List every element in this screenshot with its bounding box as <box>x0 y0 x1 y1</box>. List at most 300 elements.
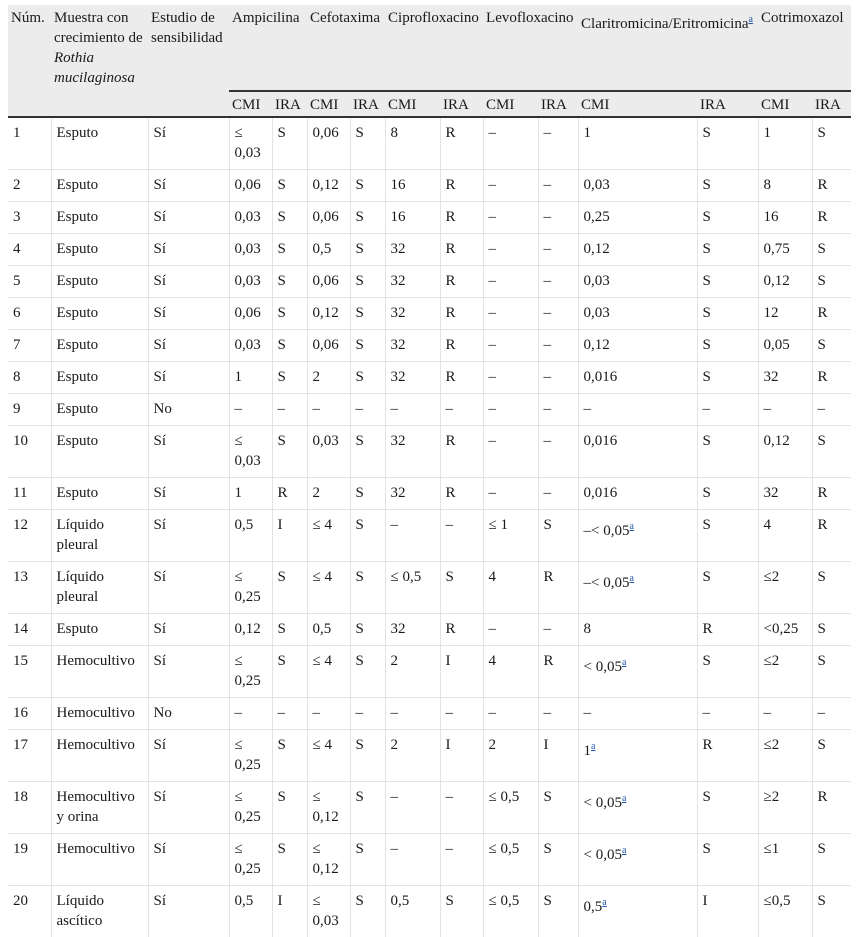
cell-cla-cmi <box>578 298 697 330</box>
cell-cef-cmi: – <box>307 698 350 730</box>
cell-amp-ira: S <box>272 646 307 698</box>
cell-cip-ira: – <box>440 834 483 886</box>
header-cefotaxima: Cefotaxima <box>307 5 385 91</box>
cell-cef-ira: S <box>350 266 385 298</box>
cell-num: 12 <box>8 510 51 562</box>
footnote-link[interactable]: a <box>748 14 752 25</box>
cell-lev-ira: – <box>538 117 578 170</box>
cell-lev-cmi: 4 <box>483 562 538 614</box>
cell-amp-ira: S <box>272 362 307 394</box>
cell-cef-ira: – <box>350 394 385 426</box>
cell-estudio: Sí <box>148 478 229 510</box>
table-row <box>8 117 851 170</box>
cell-cot-ira: R <box>812 170 851 202</box>
cell-amp-ira: S <box>272 834 307 886</box>
cell-cip-ira: – <box>440 782 483 834</box>
cell-cip-cmi: 0,5 <box>385 886 440 937</box>
footnote-link[interactable]: a <box>622 657 626 668</box>
cell-amp-cmi: ≤ 0,25 <box>229 834 272 886</box>
cell-muestra: Líquido pleural <box>51 510 148 562</box>
footnote-link[interactable]: a <box>630 521 634 532</box>
cell-cef-ira: S <box>350 782 385 834</box>
cell-amp-ira: S <box>272 298 307 330</box>
cell-cla-ira: S <box>697 478 758 510</box>
cell-muestra: Hemocultivo <box>51 730 148 782</box>
cell-cla-cmi <box>578 698 697 730</box>
cell-cla-ira: S <box>697 234 758 266</box>
table-row <box>8 478 851 510</box>
cell-cef-ira: S <box>350 426 385 478</box>
cell-estudio: Sí <box>148 730 229 782</box>
table-body <box>8 117 851 937</box>
subheader-ira: IRA <box>272 91 307 117</box>
cell-muestra: Esputo <box>51 478 148 510</box>
table-row <box>8 394 851 426</box>
cell-cot-ira: S <box>812 562 851 614</box>
cell-cot-cmi: ≤2 <box>758 730 812 782</box>
cell-cip-ira: – <box>440 510 483 562</box>
cell-cip-ira: R <box>440 117 483 170</box>
cell-amp-ira: S <box>272 202 307 234</box>
cell-cla-cmi <box>578 782 697 834</box>
cell-cip-cmi: 32 <box>385 426 440 478</box>
cell-cef-cmi: 0,06 <box>307 330 350 362</box>
cell-cef-cmi: 0,12 <box>307 298 350 330</box>
cell-cot-ira: R <box>812 298 851 330</box>
footnote-link[interactable]: a <box>602 897 606 908</box>
cell-cot-cmi: ≤2 <box>758 562 812 614</box>
cell-cla-ira: S <box>697 562 758 614</box>
cell-lev-ira: R <box>538 562 578 614</box>
cell-lev-ira: – <box>538 426 578 478</box>
cell-lev-cmi: – <box>483 362 538 394</box>
cell-cot-cmi: 1 <box>758 117 812 170</box>
header-muestra-line2: crecimiento de <box>54 30 143 46</box>
cell-cef-cmi: 0,12 <box>307 170 350 202</box>
cell-lev-ira: – <box>538 362 578 394</box>
cell-cla-value: 0,5 <box>584 899 603 915</box>
table-row <box>8 330 851 362</box>
cell-cot-cmi: ≤0,5 <box>758 886 812 937</box>
cell-num: 14 <box>8 614 51 646</box>
footnote-link[interactable]: a <box>630 573 634 584</box>
cell-lev-ira: S <box>538 510 578 562</box>
cell-num: 3 <box>8 202 51 234</box>
cell-cot-ira: – <box>812 698 851 730</box>
cell-cot-ira: R <box>812 202 851 234</box>
cell-muestra: Hemocultivo <box>51 834 148 886</box>
cell-muestra: Esputo <box>51 202 148 234</box>
cell-cef-cmi: 2 <box>307 362 350 394</box>
cell-cla-cmi <box>578 394 697 426</box>
cell-cot-cmi: 0,12 <box>758 426 812 478</box>
table-header <box>8 5 851 117</box>
cell-amp-ira: R <box>272 478 307 510</box>
cell-lev-cmi: ≤ 0,5 <box>483 834 538 886</box>
cell-cla-ira: S <box>697 362 758 394</box>
subheader-cmi: CMI <box>578 91 697 117</box>
cell-lev-ira: – <box>538 298 578 330</box>
cell-estudio: Sí <box>148 562 229 614</box>
cell-cip-ira: R <box>440 170 483 202</box>
cell-muestra: Esputo <box>51 426 148 478</box>
cell-cot-ira: S <box>812 614 851 646</box>
cell-cip-cmi: 32 <box>385 478 440 510</box>
cell-cef-ira: S <box>350 117 385 170</box>
cell-cla-cmi <box>578 834 697 886</box>
cell-lev-ira: – <box>538 170 578 202</box>
cell-lev-ira: R <box>538 646 578 698</box>
table-row <box>8 646 851 698</box>
cell-cot-ira: S <box>812 330 851 362</box>
cell-cip-ira: I <box>440 646 483 698</box>
cell-amp-ira: S <box>272 614 307 646</box>
subheader-cmi: CMI <box>229 91 272 117</box>
cell-cla-ira: S <box>697 117 758 170</box>
cell-cef-cmi: ≤ 0,03 <box>307 886 350 937</box>
cell-cla-value: 0,03 <box>584 177 610 193</box>
cell-cot-cmi: ≤2 <box>758 646 812 698</box>
table-row <box>8 362 851 394</box>
cell-cef-ira: S <box>350 330 385 362</box>
subheader-cmi: CMI <box>758 91 812 117</box>
cell-muestra: Esputo <box>51 117 148 170</box>
cell-estudio: Sí <box>148 298 229 330</box>
cell-lev-ira: I <box>538 730 578 782</box>
cell-lev-cmi: – <box>483 426 538 478</box>
cell-amp-cmi: 1 <box>229 362 272 394</box>
cell-cla-value: 0,016 <box>584 485 618 501</box>
cell-cla-cmi <box>578 614 697 646</box>
footnote-link[interactable]: a <box>622 793 626 804</box>
subheader-ira: IRA <box>697 91 758 117</box>
cell-cla-ira: S <box>697 298 758 330</box>
header-ciprofloxacino: Ciprofloxacino <box>385 5 483 91</box>
cell-lev-ira: S <box>538 782 578 834</box>
cell-cef-ira: S <box>350 362 385 394</box>
cell-cef-cmi: 0,5 <box>307 234 350 266</box>
cell-amp-cmi: 0,06 <box>229 298 272 330</box>
cell-muestra: Esputo <box>51 170 148 202</box>
cell-cla-value: 8 <box>584 621 592 637</box>
cell-amp-ira: S <box>272 730 307 782</box>
cell-cef-ira: S <box>350 234 385 266</box>
cell-cef-cmi: ≤ 0,12 <box>307 782 350 834</box>
cell-cip-ira: R <box>440 234 483 266</box>
cell-amp-cmi: 0,03 <box>229 330 272 362</box>
cell-estudio: Sí <box>148 426 229 478</box>
cell-amp-ira: – <box>272 394 307 426</box>
table-row <box>8 698 851 730</box>
cell-amp-cmi: ≤ 0,25 <box>229 562 272 614</box>
cell-num: 11 <box>8 478 51 510</box>
cell-num: 19 <box>8 834 51 886</box>
cell-cot-ira: S <box>812 730 851 782</box>
subheader-cmi: CMI <box>307 91 350 117</box>
cell-estudio: Sí <box>148 782 229 834</box>
cell-cla-cmi <box>578 234 697 266</box>
footnote-link[interactable]: a <box>591 741 595 752</box>
cell-cip-ira: – <box>440 394 483 426</box>
cell-cla-cmi <box>578 170 697 202</box>
cell-cef-cmi: ≤ 0,12 <box>307 834 350 886</box>
cell-num: 17 <box>8 730 51 782</box>
cell-lev-cmi: – <box>483 170 538 202</box>
cell-lev-ira: – <box>538 234 578 266</box>
subheader-cmi: CMI <box>483 91 538 117</box>
cell-cla-cmi <box>578 510 697 562</box>
cell-num: 6 <box>8 298 51 330</box>
cell-amp-ira: I <box>272 510 307 562</box>
cell-lev-cmi: – <box>483 202 538 234</box>
cell-muestra: Esputo <box>51 330 148 362</box>
cell-lev-ira: – <box>538 614 578 646</box>
cell-cla-cmi <box>578 478 697 510</box>
header-claritromicina <box>578 5 758 91</box>
cell-lev-cmi: – <box>483 698 538 730</box>
cell-cip-ira: R <box>440 426 483 478</box>
cell-cot-cmi: 0,05 <box>758 330 812 362</box>
table-row <box>8 562 851 614</box>
cell-cla-value: 0,03 <box>584 305 610 321</box>
cell-cot-cmi: 8 <box>758 170 812 202</box>
cell-amp-cmi: ≤ 0,03 <box>229 117 272 170</box>
cell-cla-value: 0,12 <box>584 337 610 353</box>
cell-amp-cmi: 0,03 <box>229 202 272 234</box>
cell-muestra: Líquido ascítico <box>51 886 148 937</box>
cell-cef-cmi: 0,03 <box>307 426 350 478</box>
cell-cla-value: 0,016 <box>584 433 618 449</box>
cell-cot-ira: S <box>812 646 851 698</box>
cell-lev-cmi: – <box>483 614 538 646</box>
cell-lev-cmi: – <box>483 330 538 362</box>
cell-amp-ira: S <box>272 782 307 834</box>
cell-cla-ira: S <box>697 426 758 478</box>
cell-lev-cmi: ≤ 0,5 <box>483 782 538 834</box>
cell-cla-cmi <box>578 646 697 698</box>
cell-cef-cmi: ≤ 4 <box>307 646 350 698</box>
cell-cef-cmi: 0,06 <box>307 117 350 170</box>
cell-cip-ira: R <box>440 298 483 330</box>
cell-cla-cmi <box>578 330 697 362</box>
cell-cip-ira: R <box>440 202 483 234</box>
cell-cip-cmi: 32 <box>385 614 440 646</box>
table-row <box>8 614 851 646</box>
cell-cot-cmi: – <box>758 698 812 730</box>
cell-cef-cmi: 0,5 <box>307 614 350 646</box>
cell-cot-ira: S <box>812 266 851 298</box>
cell-muestra: Esputo <box>51 298 148 330</box>
cell-cla-ira: S <box>697 266 758 298</box>
cell-cla-value: 0,12 <box>584 241 610 257</box>
cell-lev-cmi: – <box>483 298 538 330</box>
cell-cip-cmi: 32 <box>385 234 440 266</box>
cell-cot-cmi: 12 <box>758 298 812 330</box>
cell-muestra: Esputo <box>51 614 148 646</box>
cell-amp-cmi: 0,03 <box>229 266 272 298</box>
cell-cip-cmi: 32 <box>385 298 440 330</box>
cell-muestra: Esputo <box>51 234 148 266</box>
cell-cip-cmi: 8 <box>385 117 440 170</box>
cell-estudio: Sí <box>148 170 229 202</box>
cell-cip-cmi: 2 <box>385 646 440 698</box>
cell-amp-cmi: 0,03 <box>229 234 272 266</box>
cell-num: 16 <box>8 698 51 730</box>
cell-cot-cmi: <0,25 <box>758 614 812 646</box>
cell-cot-cmi: 32 <box>758 362 812 394</box>
cell-amp-cmi: 0,5 <box>229 886 272 937</box>
cell-num: 10 <box>8 426 51 478</box>
cell-cla-cmi <box>578 562 697 614</box>
cell-amp-cmi: 0,12 <box>229 614 272 646</box>
cell-cla-value: < 0,05 <box>584 659 622 675</box>
cell-cot-cmi: 0,12 <box>758 266 812 298</box>
cell-cef-ira: S <box>350 834 385 886</box>
cell-num: 8 <box>8 362 51 394</box>
cell-lev-ira: – <box>538 394 578 426</box>
cell-cip-ira: R <box>440 614 483 646</box>
cell-amp-ira: S <box>272 562 307 614</box>
cell-muestra: Hemocultivo <box>51 698 148 730</box>
cell-muestra: Esputo <box>51 362 148 394</box>
cell-lev-ira: – <box>538 266 578 298</box>
cell-cla-ira: I <box>697 886 758 937</box>
cell-amp-cmi: ≤ 0,25 <box>229 782 272 834</box>
cell-cot-ira: S <box>812 117 851 170</box>
cell-cla-ira: S <box>697 782 758 834</box>
cell-estudio: Sí <box>148 614 229 646</box>
cell-estudio: Sí <box>148 834 229 886</box>
cell-lev-ira: – <box>538 330 578 362</box>
table-row <box>8 298 851 330</box>
cell-estudio: No <box>148 394 229 426</box>
cell-cla-cmi <box>578 202 697 234</box>
cell-cla-value: –< 0,05 <box>584 523 630 539</box>
cell-muestra: Líquido pleural <box>51 562 148 614</box>
cell-num: 20 <box>8 886 51 937</box>
cell-cla-value: 1 <box>584 125 592 141</box>
cell-cef-ira: S <box>350 510 385 562</box>
cell-lev-cmi: – <box>483 394 538 426</box>
cell-estudio: Sí <box>148 510 229 562</box>
cell-cla-ira: R <box>697 730 758 782</box>
cell-estudio: No <box>148 698 229 730</box>
header-muestra <box>51 5 148 91</box>
cell-cot-cmi: 32 <box>758 478 812 510</box>
header-levofloxacino: Levofloxacino <box>483 5 578 91</box>
cell-amp-ira: S <box>272 330 307 362</box>
cell-cef-ira: S <box>350 478 385 510</box>
cell-num: 1 <box>8 117 51 170</box>
cell-num: 18 <box>8 782 51 834</box>
cell-cip-ira: R <box>440 478 483 510</box>
cell-cef-cmi: ≤ 4 <box>307 510 350 562</box>
cell-estudio: Sí <box>148 117 229 170</box>
cell-num: 4 <box>8 234 51 266</box>
cell-cot-cmi: 4 <box>758 510 812 562</box>
cell-cot-cmi: 16 <box>758 202 812 234</box>
cell-lev-cmi: – <box>483 478 538 510</box>
cell-cla-value: 1 <box>584 743 592 759</box>
cell-amp-cmi: 0,06 <box>229 170 272 202</box>
cell-cip-cmi: 32 <box>385 266 440 298</box>
cell-cef-cmi: 0,06 <box>307 266 350 298</box>
cell-cip-cmi: – <box>385 510 440 562</box>
cell-cot-ira: S <box>812 426 851 478</box>
cell-cip-ira: R <box>440 266 483 298</box>
table-row <box>8 202 851 234</box>
subheader-ira: IRA <box>350 91 385 117</box>
cell-estudio: Sí <box>148 646 229 698</box>
cell-cla-ira: R <box>697 614 758 646</box>
cell-muestra: Hemocultivo <box>51 646 148 698</box>
footnote-link[interactable]: a <box>622 845 626 856</box>
cell-cla-value: 0,03 <box>584 273 610 289</box>
cell-amp-cmi: ≤ 0,25 <box>229 646 272 698</box>
cell-lev-cmi: ≤ 0,5 <box>483 886 538 937</box>
cell-lev-ira: S <box>538 886 578 937</box>
cell-num: 2 <box>8 170 51 202</box>
cell-cef-cmi: – <box>307 394 350 426</box>
cell-cla-cmi <box>578 266 697 298</box>
cell-cot-ira: S <box>812 234 851 266</box>
cell-lev-cmi: 2 <box>483 730 538 782</box>
cell-amp-cmi: – <box>229 394 272 426</box>
cell-cot-ira: R <box>812 510 851 562</box>
cell-num: 7 <box>8 330 51 362</box>
cell-cef-ira: S <box>350 170 385 202</box>
cell-amp-cmi: ≤ 0,03 <box>229 426 272 478</box>
cell-cla-ira: S <box>697 202 758 234</box>
header-ampicilina: Ampicilina <box>229 5 307 91</box>
cell-cip-ira: S <box>440 886 483 937</box>
cell-cla-cmi <box>578 362 697 394</box>
cell-estudio: Sí <box>148 234 229 266</box>
cell-cip-cmi: 2 <box>385 730 440 782</box>
header-muestra-species: Rothia mucilaginosa <box>54 50 135 86</box>
cell-cip-cmi: ≤ 0,5 <box>385 562 440 614</box>
header-muestra-line1: Muestra con <box>54 10 129 26</box>
cell-estudio: Sí <box>148 886 229 937</box>
cell-cip-ira: R <box>440 330 483 362</box>
subheader-ira: IRA <box>538 91 578 117</box>
header-cotrimoxazol: Cotrimoxazol <box>758 5 851 91</box>
cell-cef-ira: S <box>350 614 385 646</box>
cell-lev-cmi: ≤ 1 <box>483 510 538 562</box>
cell-cot-ira: R <box>812 362 851 394</box>
cell-cip-cmi: – <box>385 834 440 886</box>
cell-amp-cmi: 0,5 <box>229 510 272 562</box>
cell-cla-ira: S <box>697 646 758 698</box>
cell-amp-cmi: – <box>229 698 272 730</box>
cell-amp-ira: I <box>272 886 307 937</box>
cell-cla-ira: S <box>697 510 758 562</box>
cell-amp-cmi: ≤ 0,25 <box>229 730 272 782</box>
cell-cot-cmi: ≤1 <box>758 834 812 886</box>
cell-estudio: Sí <box>148 330 229 362</box>
header-num: Núm. <box>8 5 51 91</box>
cell-cef-cmi: 2 <box>307 478 350 510</box>
cell-cip-ira: I <box>440 730 483 782</box>
cell-cla-ira: S <box>697 834 758 886</box>
cell-estudio: Sí <box>148 362 229 394</box>
cell-cla-value: < 0,05 <box>584 795 622 811</box>
cell-cla-ira: S <box>697 170 758 202</box>
cell-cot-cmi: ≥2 <box>758 782 812 834</box>
cell-lev-ira: – <box>538 202 578 234</box>
cell-cla-ira: S <box>697 330 758 362</box>
cell-cef-cmi: ≤ 4 <box>307 730 350 782</box>
